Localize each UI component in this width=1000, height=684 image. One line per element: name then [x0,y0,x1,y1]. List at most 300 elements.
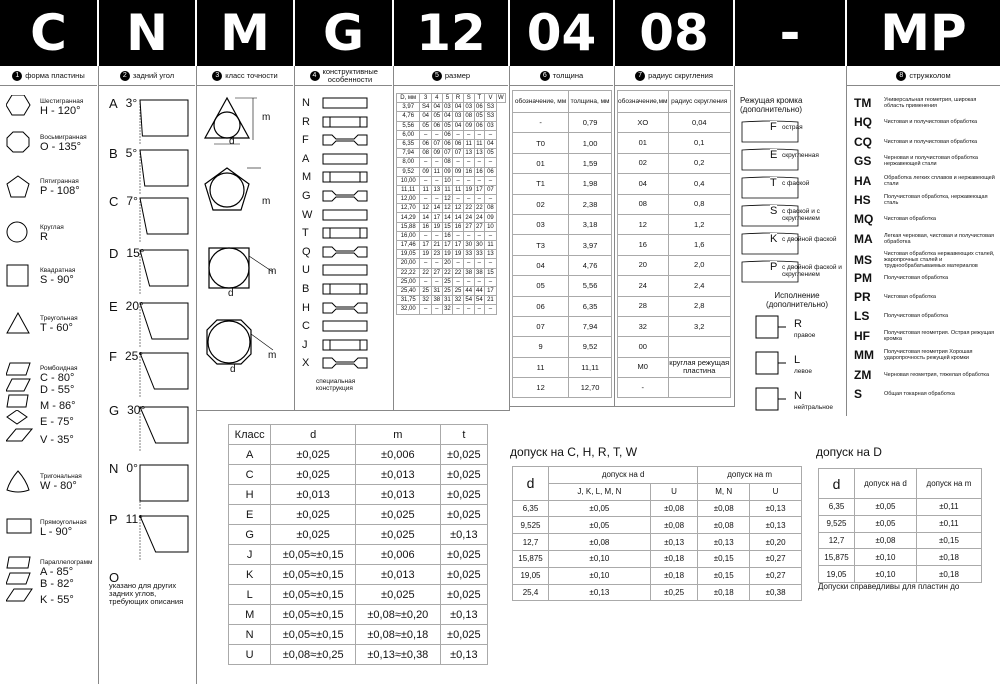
thickness-cell: 03 [513,214,569,234]
angle-icon [136,512,196,562]
size-cell: – [485,231,497,240]
size-cell: 32,00 [397,305,420,314]
class-cell: U [229,645,271,665]
radius-cell: 1,2 [668,214,730,234]
size-cell: 13 [465,150,473,157]
class-cell: ±0,025 [440,465,487,485]
pentagon-accuracy-icon [205,168,261,210]
exec-desc: левое [794,368,813,375]
size-cell: 09 [433,150,441,157]
size-cell: 05 [476,113,483,120]
size-row [397,231,506,240]
size-row [397,167,506,176]
tol1-cell: ±0,10 [549,567,651,584]
chip-item [854,174,998,188]
size-row [397,112,506,121]
angle-icon [136,146,196,196]
size-header: T [474,94,485,103]
angle-item [109,96,137,111]
chip-code: CQ [854,134,872,149]
dim-label: d [228,288,234,299]
class-cell: ±0,013 [356,485,441,505]
shape-name: Тригональная [40,472,82,480]
chip-desc: Общая токарная обработка [884,391,955,397]
size-cell: 08 [465,113,473,120]
feature-icon [322,208,370,222]
thickness-cell: 04 [513,255,569,275]
class-cell: ±0,025 [440,445,487,465]
feature-letter: R [302,115,310,128]
exec-item [752,348,842,382]
size-cell: 19 [420,250,432,259]
tol1-cell: ±0,13 [750,517,802,534]
chip-item [854,96,998,110]
chip-code: GS [854,154,872,169]
size-cell: 06 [476,122,483,129]
code-letter: G [295,0,392,66]
tol1-cell: ±0,27 [750,550,802,567]
chip-item [854,290,998,304]
thickness-row [513,378,612,398]
size-cell: 07 [444,150,451,157]
size-cell: 22 [476,205,483,212]
tol2-row [819,532,982,549]
feature-letter: M [302,171,312,184]
chip-code: MS [854,253,872,268]
size-row [397,204,506,213]
shape-item [6,264,75,288]
chip-code: ZM [854,367,872,382]
radius-cell: 32 [618,316,669,336]
size-cell: 03 [485,121,497,130]
size-cell: 22,22 [397,268,420,277]
size-cell: – [420,195,432,204]
class-tolerance-table: Класс d m t A ±0,025 ±0,006 ±0,025 C ±0,025 ±0,013 ±0,025 H ±0,013 ±0,013 ±0,025 E ±0,025 ±0,025 ±0,025 G ±0,025 ±0,025 ±0,13 J ±0,05≈±0,15 ±0,006 ±0,025 K ±0,05≈±0,15 ±0,013 ±0,025 L ±0,05≈±0,15 ±0,025 ±0,025 M ±0,05≈±0,15 ±0,08≈±0,20 ±0,13 N ±0,05≈±0,15 ±0,08≈±0,18 ±0,025 U ±0,08≈±0,25 ±0,13≈±0,38 ±0,13 [228,424,488,665]
tol1-cell: ±0,13 [650,534,697,551]
size-cell: – [463,176,474,185]
shape-icon [6,470,34,494]
size-cell: 05 [420,121,432,130]
thickness-cell: 9,52 [569,337,612,357]
size-cell: 11,11 [397,185,420,194]
code-letter: 08 [615,0,733,66]
tol2-cell: 6,35 [819,499,855,516]
radius-cell: 16 [618,235,669,255]
feature-item [302,208,370,222]
dim-label: m [268,266,277,277]
edge-desc: острая [782,124,803,131]
size-cell: 04 [444,113,451,120]
feature-icon [322,356,370,370]
size-cell: 11 [463,139,474,148]
chip-desc: Получистовая обработка [884,274,948,281]
edge-letter: E [770,149,778,161]
size-cell: – [431,176,442,185]
tol2-note: Допуски справедливы для пластин до [818,582,960,591]
size-cell: 25 [420,286,432,295]
size-row [397,296,506,305]
feature-letter: H [302,301,310,314]
edge-item [740,118,844,144]
size-cell: 10,00 [397,176,420,185]
angle-value: 15° [126,246,145,260]
size-cell: 38 [433,297,441,304]
size-cell: 06 [420,139,432,148]
size-cell: 5,56 [397,121,420,130]
exec-letter: R [794,318,802,330]
size-header: 4 [431,94,442,103]
feature-item [302,282,370,296]
feature-item [302,245,370,259]
feature-letter: N [302,97,310,109]
section-title: 1 форма пластины [0,66,97,86]
section-title: 4 конструктивные особенности [295,66,392,86]
size-cell: 44 [465,288,473,295]
size-cell: 9,52 [397,167,420,176]
class-cell: ±0,025 [440,565,487,585]
thickness-row [513,296,612,316]
size-cell: – [453,305,464,314]
shape-code: V - 35° [40,434,74,446]
size-cell: – [453,277,464,286]
size-cell: 20,00 [397,259,420,268]
size-cell: 38 [465,269,473,276]
size-header: 3 [420,94,432,103]
shape-name: Треугольная [40,314,78,322]
feature-icon [322,152,370,166]
chip-item [854,154,998,168]
size-cell: 16 [444,232,451,239]
angle-icon [136,349,196,399]
size-cell: 13 [476,150,483,157]
feature-letter: C [302,320,310,333]
size-cell: – [485,259,497,268]
tol2-cell: ±0,18 [916,549,981,566]
feature-letter: F [302,134,309,147]
class-cell: ±0,013 [271,485,356,505]
class-cell: ±0,025 [440,585,487,605]
code-letter: 04 [510,0,613,66]
class-cell: ±0,13≈±0,38 [356,645,441,665]
class-cell: ±0,025 [271,465,356,485]
size-cell: 17 [454,242,462,249]
tol1-cell: ±0,05 [549,500,651,517]
angle-value: 30° [127,403,146,417]
shape-code: R [40,230,48,243]
radius-row [618,153,731,173]
class-row [229,465,488,485]
shape-text [40,134,87,153]
class-cell: ±0,013 [356,565,441,585]
feature-letter: Q [302,245,311,258]
shape-text [40,473,82,492]
angle-value: 20° [125,299,144,313]
size-cell: 17 [420,241,432,250]
radius-cell: - [618,378,669,398]
size-cell: 09 [444,168,451,175]
angle-value: 11° [125,512,143,526]
size-cell: – [453,176,464,185]
size-cell: – [485,130,497,139]
size-cell: – [474,231,485,240]
size-cell: 33 [465,251,473,258]
feature-letter: U [302,264,310,277]
feature-icon [322,96,370,110]
edge-desc: скругленная [782,152,819,159]
tol2-table: d допуск на d допуск на m 6,35 ±0,05 ±0,11 9,525 ±0,05 ±0,11 12,7 ±0,08 ±0,15 15,875 ±0,10 ±0,18 19,05 ±0,10 ±0,18 [818,468,982,583]
shape-item [6,131,87,155]
angle-letter: F [109,349,117,364]
shape-icon [6,516,34,540]
size-cell: 03 [465,104,473,111]
dim-label: m [262,196,271,207]
thickness-cell: 11 [513,357,569,377]
size-cell: 06 [454,141,462,148]
thickness-row [513,316,612,336]
feature-icon [322,245,370,259]
radius-row [618,337,731,357]
radius-row [618,194,731,214]
tol2-cell: 19,05 [819,566,855,583]
tol2-cell: ±0,05 [855,515,917,532]
tol1-cell: ±0,08 [698,517,750,534]
class-cell: ±0,025 [271,525,356,545]
exec-letter: L [794,354,801,366]
size-cell: 07 [485,185,497,194]
radius-table: обозначение,мм радиус скругления XO 0,04 01 0,1 02 0,2 04 0,4 08 0,8 12 1,2 16 1,6 20 2,0 24 2,4 28 2,8 32 3,2 00 M0 круглая режущая пластина - [617,90,731,398]
exec-icon [752,384,786,416]
chip-item [854,193,998,207]
radius-cell: 20 [618,255,669,275]
edge-item [740,146,844,172]
code-letter: MP [847,0,1000,66]
chip-desc: Универсальная геометрия, широкая область применения [884,97,977,109]
tol1-cell: ±0,08 [650,517,697,534]
thickness-cell: 01 [513,153,569,173]
section-title: 2 задний угол [99,66,195,86]
feature-item [302,263,370,277]
size-cell: 31 [444,297,451,304]
class-cell: ±0,025 [271,505,356,525]
exec-title: Исполнение (дополнительно) [765,291,829,309]
size-cell: 14 [454,214,462,221]
tol1-row [513,534,802,551]
thickness-cell: 1,59 [569,153,612,173]
thickness-row [513,276,612,296]
square-accuracy-icon [209,248,273,288]
angle-value: 5° [125,146,138,160]
angle-letter: G [109,403,120,418]
chip-item [854,309,998,323]
feature-icon [322,133,370,147]
size-cell: 21 [433,242,441,249]
size-cell: 16,00 [397,231,420,240]
shape-icon [6,588,34,612]
angle-icon [136,194,196,244]
size-cell: – [463,259,474,268]
feature-note: специальная конструкция [316,378,356,392]
class-row [229,605,488,625]
edge-desc: с фаской и с скруглением [782,208,820,222]
dim-label: d [230,364,236,375]
chip-code: TM [854,96,872,110]
size-cell: – [420,305,432,314]
size-cell: 04 [433,104,441,111]
feature-icon [322,263,370,277]
class-row [229,625,488,645]
edge-letter: P [770,261,778,273]
size-cell: 06 [444,131,451,138]
feature-icon [322,319,370,333]
size-cell: 25 [444,288,451,295]
size-cell: 14 [433,205,441,212]
tol1-cell: ±0,15 [698,567,750,584]
shape-text [40,434,74,446]
class-cell: L [229,585,271,605]
exec-letter: N [794,390,802,402]
size-row [397,222,506,231]
tol1-cell: 19,05 [513,567,549,584]
shape-code: C - 80° [40,371,75,384]
section-title: 8 стружколом [847,66,1000,86]
size-cell: 19,05 [397,250,420,259]
size-cell: S3 [485,112,497,121]
feature-item [302,301,370,315]
size-row [397,121,506,130]
chip-item [854,329,998,343]
size-cell: 03 [454,113,462,120]
shape-code: B - 82° [40,578,74,590]
size-cell: 13 [485,250,497,259]
radius-row [618,357,731,377]
feature-item [302,356,370,370]
size-cell: 25,00 [397,277,420,286]
size-cell: 11 [442,185,453,194]
feature-icon [322,189,370,203]
tol1-cell: ±0,15 [698,550,750,567]
tol1-cell: ±0,27 [750,567,802,584]
chip-code: HS [854,193,871,207]
size-cell: – [420,277,432,286]
shape-item [6,95,83,119]
size-cell: 21 [485,296,497,305]
size-cell: 09 [420,167,432,176]
angle-letter: C [109,194,119,209]
size-cell: 08 [485,204,497,213]
thickness-cell: 1,00 [569,133,612,153]
size-cell: 10 [485,222,497,231]
shape-name: Восьмигранная [40,133,87,141]
size-cell: 19 [465,186,473,193]
feature-icon [322,115,370,129]
size-cell: – [420,158,432,167]
tol1-row [513,584,802,601]
thickness-cell: 06 [513,296,569,316]
tol1-row [513,500,802,517]
chip-item [854,212,998,226]
class-row [229,545,488,565]
feature-item [302,115,370,129]
chip-item [854,251,998,269]
size-cell: – [431,231,442,240]
angle-letter: P [109,512,118,527]
chip-code: PR [854,290,871,304]
feature-item [302,226,370,240]
radius-row [618,255,731,275]
tol1-cell: ±0,05 [549,517,651,534]
size-cell: – [431,305,442,314]
size-cell: – [474,277,485,286]
shape-item [6,470,82,494]
radius-cell [668,337,730,357]
tol2-row [819,566,982,583]
angle-value: 7° [126,194,138,208]
thickness-cell: 1,98 [569,174,612,194]
size-cell: 54 [465,297,473,304]
tol2-row [819,515,982,532]
size-cell: 23 [433,251,441,258]
thickness-cell: 3,18 [569,214,612,234]
size-cell: S3 [485,103,497,112]
shape-code: K - 55° [40,594,74,606]
shape-item [6,312,78,336]
code-letter: N [99,0,195,66]
edge-title: Режущая кромка (дополнительно) [740,96,803,114]
radius-cell: 04 [618,174,669,194]
class-cell: ±0,025 [440,625,487,645]
shape-code: H - 120° [40,104,81,117]
size-row [397,103,506,112]
size-cell: 19 [433,223,441,230]
tol1-cell: 25,4 [513,584,549,601]
shape-icon [6,264,34,288]
size-header: 5 [442,94,453,103]
size-row [397,149,506,158]
radius-cell: 0,04 [668,113,730,133]
size-cell: 17,46 [397,241,420,250]
size-cell: – [431,259,442,268]
size-cell: – [474,305,485,314]
shape-text [40,519,87,538]
class-cell: ±0,13 [440,605,487,625]
size-cell: – [420,259,432,268]
size-cell: – [474,158,485,167]
size-cell: – [474,259,485,268]
angle-value: 3° [125,96,138,110]
thickness-cell: 6,35 [569,296,612,316]
chip-desc: Получистовая геометрия. Острая режущая кромка [884,329,995,342]
feature-item [302,170,370,184]
feature-icon [322,170,370,184]
size-cell: – [463,130,474,139]
shape-icon [6,221,34,245]
size-header: W [498,95,504,102]
exec-desc: нейтральное [794,404,834,411]
size-cell: – [485,195,497,204]
edge-letter: S [770,205,778,217]
radius-cell: 2,8 [668,296,730,316]
code-letter: - [735,0,845,66]
size-cell: 17 [433,214,441,221]
size-header: V [485,94,497,103]
angle-letter: O [109,570,120,585]
shape-item [6,588,74,612]
size-cell: – [453,130,464,139]
edge-desc: с фаской [782,180,810,187]
exec-item [752,312,842,346]
shape-icon [6,428,34,452]
shape-icon [6,131,34,155]
